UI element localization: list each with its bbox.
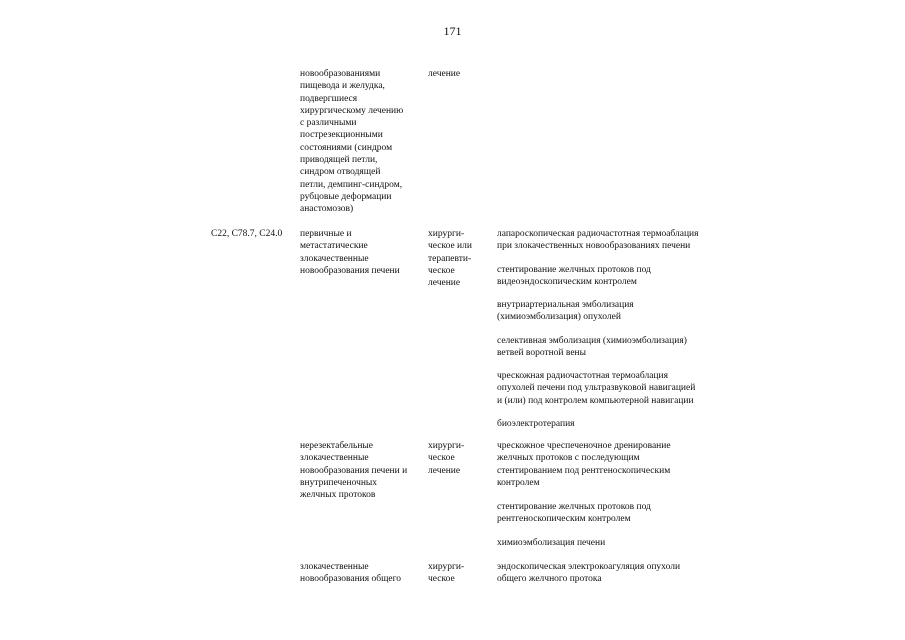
method-cell: биоэлектротерапия <box>497 419 575 429</box>
method-cell: химиоэмболизация печени <box>497 538 606 548</box>
diagnosis-cell: нерезектабельные злокачественные новообразования печени и внутрипеченочных желчных протоков <box>300 441 408 501</box>
treatment-cell: лечение <box>428 69 461 79</box>
method-cell: стентирование желчных протоков под видеоэндоскопическим контролем <box>497 265 651 288</box>
page-number: 171 <box>443 24 462 38</box>
diagnosis-cell: злокачественные новообразования общего <box>300 562 402 585</box>
code-cell: C22, C78.7, C24.0 <box>211 229 283 239</box>
treatment-cell: хирурги- ческое лечение <box>428 441 465 476</box>
method-cell: стентирование желчных протоков под рентгеноскопическим контролем <box>497 502 651 525</box>
diagnosis-cell: первичные и метастатические злокачественные новообразования печени <box>300 229 400 276</box>
diagnosis-cell: новообразованиями пищевода и желудка, подвергшиеся хирургическому лечению с различными пострезекционными состояниями (синдром приводящей петли, синдром отводящей петли, демпинг-синдром, рубцовые деформации анастомозов) <box>300 69 404 215</box>
method-cell: эндоскопическая электрокоагуляция опухоли общего желчного протока <box>497 562 681 585</box>
method-cell: внутриартериальная эмболизация (химиоэмболизация) опухолей <box>497 300 634 323</box>
treatment-cell: хирурги- ческое <box>428 562 465 585</box>
method-cell: чрескожная радиочастотная термоаблация опухолей печени под ультразвуковой навигацией и (или) под контролем компьютерной навигации <box>497 371 696 406</box>
method-cell: чрескожное чреспеченочное дренирование желчных протоков с последующим стентированием под рентгеноскопическим контролем <box>497 441 671 488</box>
method-cell: лапароскопическая радиочастотная термоаблация при злокачественных новообразованиях печени <box>497 229 699 252</box>
method-cell: селективная эмболизация (химиоэмболизация) ветвей воротной вены <box>497 336 687 359</box>
treatment-cell: хирурги- ческое или терапевти- ческое лечение <box>428 229 472 289</box>
